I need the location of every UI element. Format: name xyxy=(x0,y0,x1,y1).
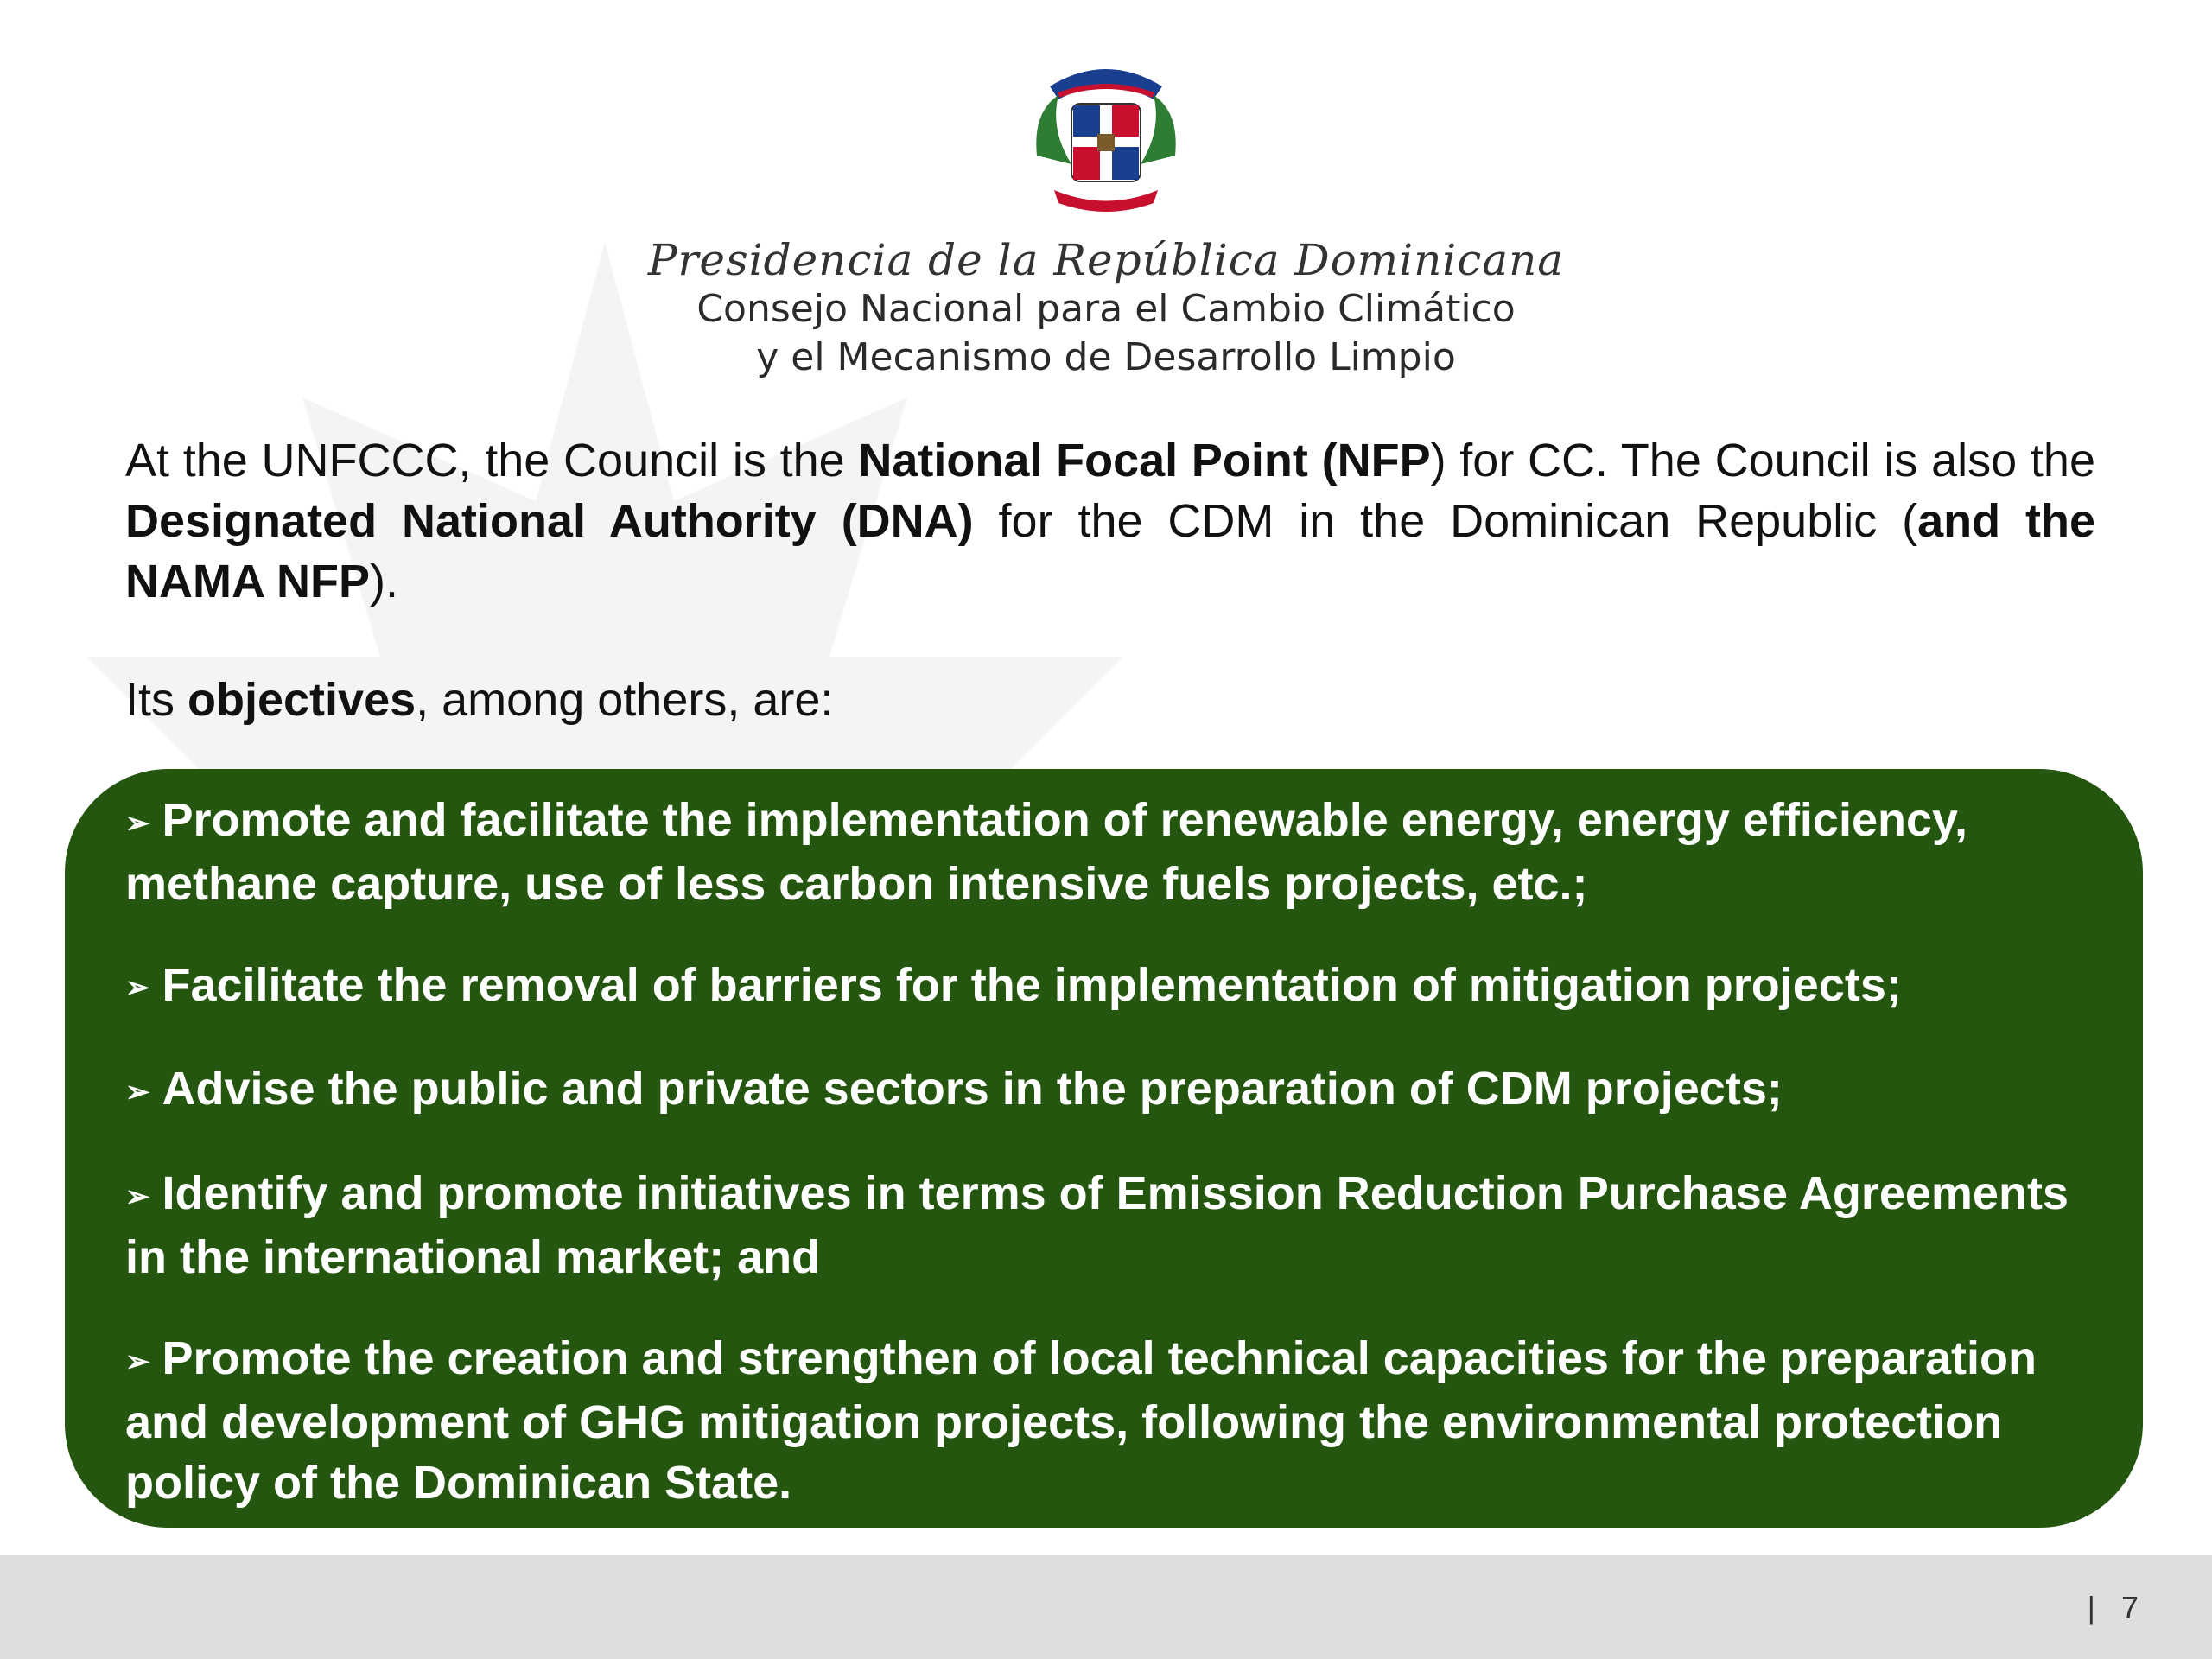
objective-text: Identify and promote initiatives in terms of Emission Reduction Purchase Agreements in the international market; and xyxy=(125,1167,2069,1283)
arrow-bullet-icon: ➢ xyxy=(125,806,150,840)
objective-item xyxy=(125,790,2108,914)
council-name-line1: Consejo Nacional para el Cambio Climático xyxy=(696,287,1516,331)
arrow-bullet-icon: ➢ xyxy=(125,1076,150,1109)
council-name-line2: y el Mecanismo de Desarrollo Limpio xyxy=(756,335,1456,379)
objectives-bold: objectives xyxy=(188,674,416,726)
objectives-post: , among others, are: xyxy=(416,674,834,726)
footer-bar xyxy=(0,1555,2212,1659)
objective-item xyxy=(125,1058,2108,1122)
intro-text-4: ). xyxy=(369,556,398,607)
page-number: 7 xyxy=(2120,1590,2139,1625)
objectives-intro xyxy=(125,670,833,730)
objective-item xyxy=(125,1163,2108,1287)
arrow-bullet-icon: ➢ xyxy=(125,1179,150,1213)
arrow-bullet-icon: ➢ xyxy=(125,1344,150,1378)
intro-bold-nfp: National Focal Point (NFP xyxy=(858,435,1431,486)
page-indicator xyxy=(2088,1590,2139,1626)
intro-bold-dna: Designated National Authority (DNA) xyxy=(125,495,974,547)
intro-paragraph xyxy=(125,430,2095,612)
page-separator: | xyxy=(2087,1590,2095,1625)
objective-item xyxy=(125,1328,2108,1513)
objective-text: Facilitate the removal of barriers for the implementation of mitigation projects; xyxy=(162,958,1902,1011)
objective-item xyxy=(125,955,2108,1019)
intro-bold-nama: and the NAMA NFP xyxy=(125,495,2095,607)
objective-text: Promote and facilitate the implementation of renewable energy, energy efficiency, methane capture, use of less carbon intensive fuels projects, etc.; xyxy=(125,794,1968,910)
objective-text: Promote the creation and strengthen of local technical capacities for the preparation and development of GHG mitigation projects, following the environmental protection policy of the Dominican State. xyxy=(125,1332,2037,1509)
objectives-pre: Its xyxy=(125,674,188,726)
objective-text: Advise the public and private sectors in the preparation of CDM projects; xyxy=(162,1063,1783,1116)
coat-of-arms-seal xyxy=(1024,52,1188,216)
presidency-title: Presidencia de la República Dominicana xyxy=(647,235,1565,285)
header xyxy=(0,52,2212,382)
objectives-box xyxy=(65,769,2143,1528)
intro-text-1: At the UNFCCC, the Council is the xyxy=(125,435,859,486)
arrow-bullet-icon: ➢ xyxy=(125,971,150,1005)
intro-text-3: for the CDM in the Dominican Republic ( xyxy=(973,495,1918,547)
intro-text-2: ) for CC. The Council is also the xyxy=(1430,435,2095,486)
